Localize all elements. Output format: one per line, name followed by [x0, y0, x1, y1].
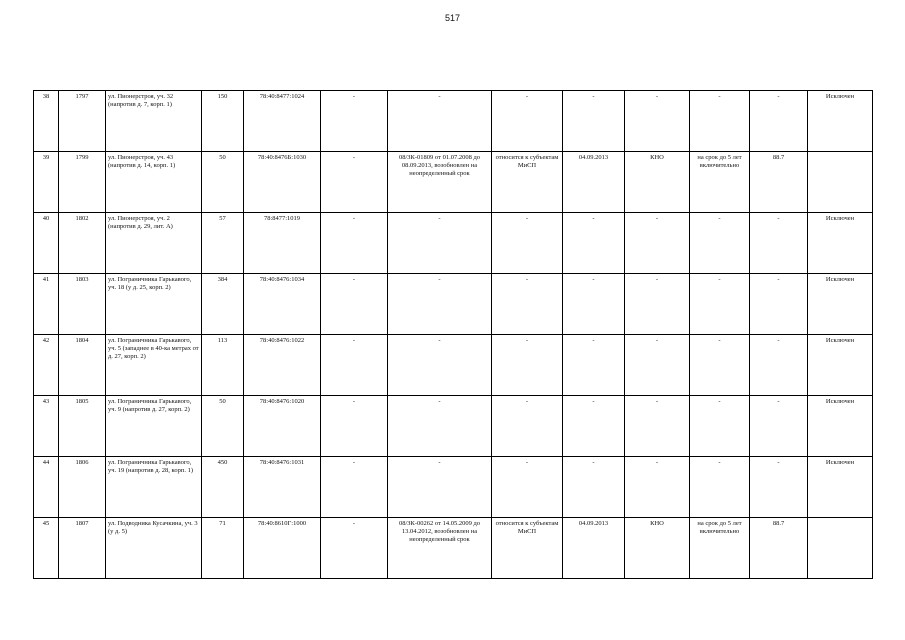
address-cell: ул. Пионерстроя, уч. 43 (напротив д. 14, корп. 1) — [106, 152, 202, 213]
table-row — [34, 152, 873, 213]
category-cell: - — [492, 457, 563, 518]
code-cell: - — [750, 396, 808, 457]
cell: - — [321, 152, 388, 213]
cell: - — [321, 91, 388, 152]
status-cell: Исключен — [808, 396, 873, 457]
object-id: 1803 — [59, 274, 106, 335]
contract-cell: - — [388, 335, 492, 396]
category-cell: относится к субъектам МиСП — [492, 152, 563, 213]
table-row — [34, 396, 873, 457]
code-cell: 88.7 — [750, 152, 808, 213]
address-cell: ул. Пограничника Гарькавого, уч. 5 (западнее в 40-ка метрах от д. 27, корп. 2) — [106, 335, 202, 396]
contract-cell: 08/ЗК-01809 от 01.07.2008 до 08.09.2013, возобновлен на неопределенный срок — [388, 152, 492, 213]
code-cell: 88.7 — [750, 518, 808, 579]
date-cell: - — [563, 91, 625, 152]
category-cell: относится к субъектам МиСП — [492, 518, 563, 579]
area-cell: 50 — [202, 152, 244, 213]
status-cell: Исключен — [808, 457, 873, 518]
row-number: 45 — [34, 518, 59, 579]
date-cell: - — [563, 213, 625, 274]
date-cell: - — [563, 274, 625, 335]
cadastral-number: 78:40:8476:1034 — [244, 274, 321, 335]
term-cell: - — [690, 91, 750, 152]
address-cell: ул. Пограничника Гарькавого, уч. 19 (напротив д. 28, корп. 1) — [106, 457, 202, 518]
category-cell: - — [492, 274, 563, 335]
area-cell: 384 — [202, 274, 244, 335]
term-cell: на срок до 5 лет включительно — [690, 518, 750, 579]
table-row — [34, 91, 873, 152]
date-cell: - — [563, 335, 625, 396]
page-number: 517 — [444, 13, 461, 23]
contract-cell: - — [388, 213, 492, 274]
term-cell: - — [690, 396, 750, 457]
category-cell: - — [492, 213, 563, 274]
area-cell: 450 — [202, 457, 244, 518]
date-cell: - — [563, 457, 625, 518]
address-cell: ул. Пионерстроя, уч. 32 (напротив д. 7, корп. 1) — [106, 91, 202, 152]
status-cell — [808, 152, 873, 213]
term-cell: - — [690, 457, 750, 518]
authority-cell: КНО — [625, 518, 690, 579]
row-number: 44 — [34, 457, 59, 518]
category-cell: - — [492, 396, 563, 457]
contract-cell: - — [388, 91, 492, 152]
term-cell: на срок до 5 лет включительно — [690, 152, 750, 213]
area-cell: 71 — [202, 518, 244, 579]
row-number: 40 — [34, 213, 59, 274]
authority-cell: - — [625, 274, 690, 335]
area-cell: 50 — [202, 396, 244, 457]
status-cell — [808, 518, 873, 579]
area-cell: 113 — [202, 335, 244, 396]
authority-cell: - — [625, 213, 690, 274]
cadastral-number: 78:40:8477:1024 — [244, 91, 321, 152]
contract-cell: - — [388, 274, 492, 335]
cell: - — [321, 335, 388, 396]
term-cell: - — [690, 213, 750, 274]
cadastral-number: 78:40:8476Б:1030 — [244, 152, 321, 213]
cadastral-number: 78:40:8476:1020 — [244, 396, 321, 457]
row-number: 39 — [34, 152, 59, 213]
row-number: 42 — [34, 335, 59, 396]
cell: - — [321, 213, 388, 274]
address-cell: ул. Пограничника Гарькавого, уч. 9 (напротив д. 27, корп. 2) — [106, 396, 202, 457]
authority-cell: - — [625, 335, 690, 396]
contract-cell: - — [388, 396, 492, 457]
cadastral-number: 78:40:8610Г:1000 — [244, 518, 321, 579]
contract-cell: 08/ЗК-00262 от 14.05.2009 до 13.04.2012, возобновлен на неопределенный срок — [388, 518, 492, 579]
row-number: 41 — [34, 274, 59, 335]
object-id: 1807 — [59, 518, 106, 579]
status-cell: Исключен — [808, 335, 873, 396]
address-cell: ул. Подводника Кусачкина, уч. 3 (у д. 5) — [106, 518, 202, 579]
cell: - — [321, 396, 388, 457]
category-cell: - — [492, 91, 563, 152]
cell: - — [321, 457, 388, 518]
code-cell: - — [750, 335, 808, 396]
address-cell: ул. Пограничника Гарькавого, уч. 18 (у д. 25, корп. 2) — [106, 274, 202, 335]
object-id: 1805 — [59, 396, 106, 457]
authority-cell: - — [625, 396, 690, 457]
cell: - — [321, 274, 388, 335]
table-row — [34, 274, 873, 335]
authority-cell: КНО — [625, 152, 690, 213]
cadastral-number: 78:40:8476:1031 — [244, 457, 321, 518]
cadastral-number: 78:8477:1019 — [244, 213, 321, 274]
object-id: 1802 — [59, 213, 106, 274]
object-id: 1804 — [59, 335, 106, 396]
table-row — [34, 457, 873, 518]
object-id: 1797 — [59, 91, 106, 152]
term-cell: - — [690, 335, 750, 396]
code-cell: - — [750, 274, 808, 335]
authority-cell: - — [625, 91, 690, 152]
row-number: 43 — [34, 396, 59, 457]
code-cell: - — [750, 457, 808, 518]
contract-cell: - — [388, 457, 492, 518]
registry-table — [33, 90, 873, 579]
date-cell: 04.09.2013 — [563, 152, 625, 213]
term-cell: - — [690, 274, 750, 335]
table-row — [34, 213, 873, 274]
area-cell: 150 — [202, 91, 244, 152]
address-cell: ул. Пионерстроя, уч. 2 (напротив д. 29, лит. А) — [106, 213, 202, 274]
category-cell: - — [492, 335, 563, 396]
date-cell: - — [563, 396, 625, 457]
status-cell: Исключен — [808, 91, 873, 152]
status-cell: Исключен — [808, 213, 873, 274]
row-number: 38 — [34, 91, 59, 152]
table-row — [34, 335, 873, 396]
authority-cell: - — [625, 457, 690, 518]
area-cell: 57 — [202, 213, 244, 274]
cadastral-number: 78:40:8476:1022 — [244, 335, 321, 396]
code-cell: - — [750, 91, 808, 152]
table-row — [34, 518, 873, 579]
object-id: 1806 — [59, 457, 106, 518]
date-cell: 04.09.2013 — [563, 518, 625, 579]
status-cell: Исключен — [808, 274, 873, 335]
object-id: 1799 — [59, 152, 106, 213]
cell: - — [321, 518, 388, 579]
code-cell: - — [750, 213, 808, 274]
